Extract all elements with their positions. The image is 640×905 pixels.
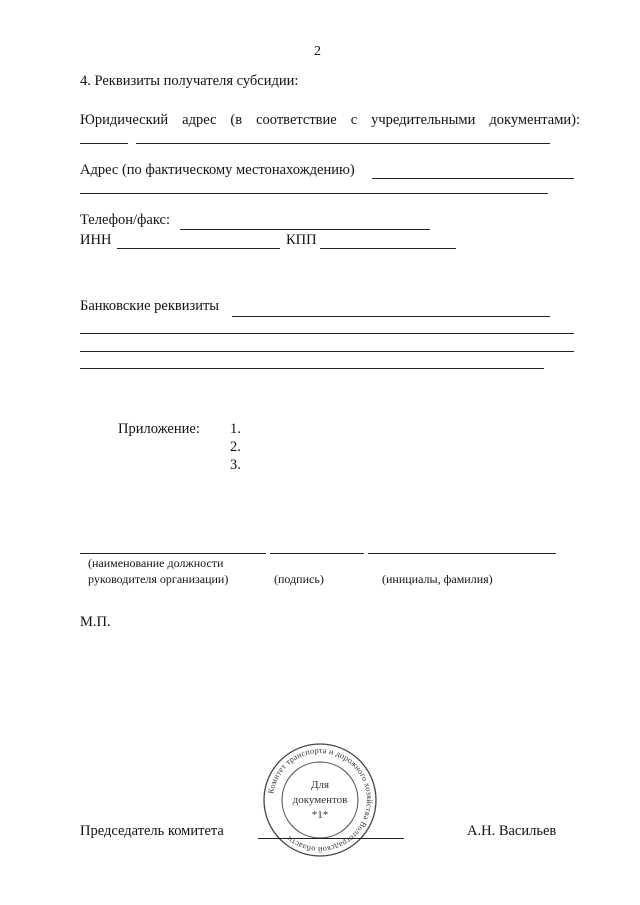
stamp-center-3: *1* bbox=[311, 809, 329, 821]
name-caption: (инициалы, фамилия) bbox=[382, 572, 493, 586]
chairman-label: Председатель комитета bbox=[80, 823, 224, 839]
bank-label: Банковские реквизиты bbox=[80, 298, 220, 314]
phone-label: Телефон/факс: bbox=[80, 212, 171, 228]
section-title: 4. Реквизиты получателя субсидии: bbox=[80, 73, 299, 89]
actual-address-label: Адрес (по фактическому местонахождению) bbox=[80, 162, 355, 178]
actual-address-line-2[interactable] bbox=[80, 193, 548, 194]
signature-line[interactable] bbox=[270, 553, 364, 554]
inn-label: ИНН bbox=[80, 232, 112, 248]
stamp-ring-text: Комитет транспорта и дорожного хозяйства Волгоградской области bbox=[266, 745, 375, 855]
actual-address-line[interactable] bbox=[372, 178, 574, 179]
name-signature-line[interactable] bbox=[368, 553, 556, 554]
position-signature-line[interactable] bbox=[80, 553, 266, 554]
legal-address-line-short[interactable] bbox=[80, 143, 128, 144]
bank-line[interactable] bbox=[232, 316, 550, 317]
inn-line[interactable] bbox=[117, 248, 280, 249]
appendix-label: Приложение: bbox=[118, 421, 200, 437]
legal-address-line[interactable] bbox=[136, 143, 550, 144]
seal-mark: М.П. bbox=[80, 614, 111, 630]
position-caption-2: руководителя организации) bbox=[88, 572, 229, 586]
signature-caption: (подпись) bbox=[274, 572, 324, 586]
position-caption-1: (наименование должности bbox=[88, 556, 224, 570]
phone-line[interactable] bbox=[180, 229, 430, 230]
appendix-item-2: 2. bbox=[230, 439, 241, 455]
bank-line-3[interactable] bbox=[80, 351, 574, 352]
kpp-label: КПП bbox=[286, 232, 317, 248]
bank-line-2[interactable] bbox=[80, 333, 574, 334]
chairman-signature-line bbox=[258, 838, 404, 839]
chairman-name: А.Н. Васильев bbox=[467, 823, 557, 839]
appendix-item-1: 1. bbox=[230, 421, 241, 437]
appendix-item-3: 3. bbox=[230, 457, 241, 473]
stamp-seal bbox=[262, 742, 378, 858]
kpp-line[interactable] bbox=[320, 248, 456, 249]
legal-address-label: Юридический адрес (в соответствие с учредительными документами): bbox=[80, 112, 580, 128]
page-number: 2 bbox=[314, 44, 321, 59]
stamp-center-1: Для bbox=[310, 779, 330, 791]
bank-line-4[interactable] bbox=[80, 368, 544, 369]
stamp-center-2: документов bbox=[292, 794, 348, 806]
